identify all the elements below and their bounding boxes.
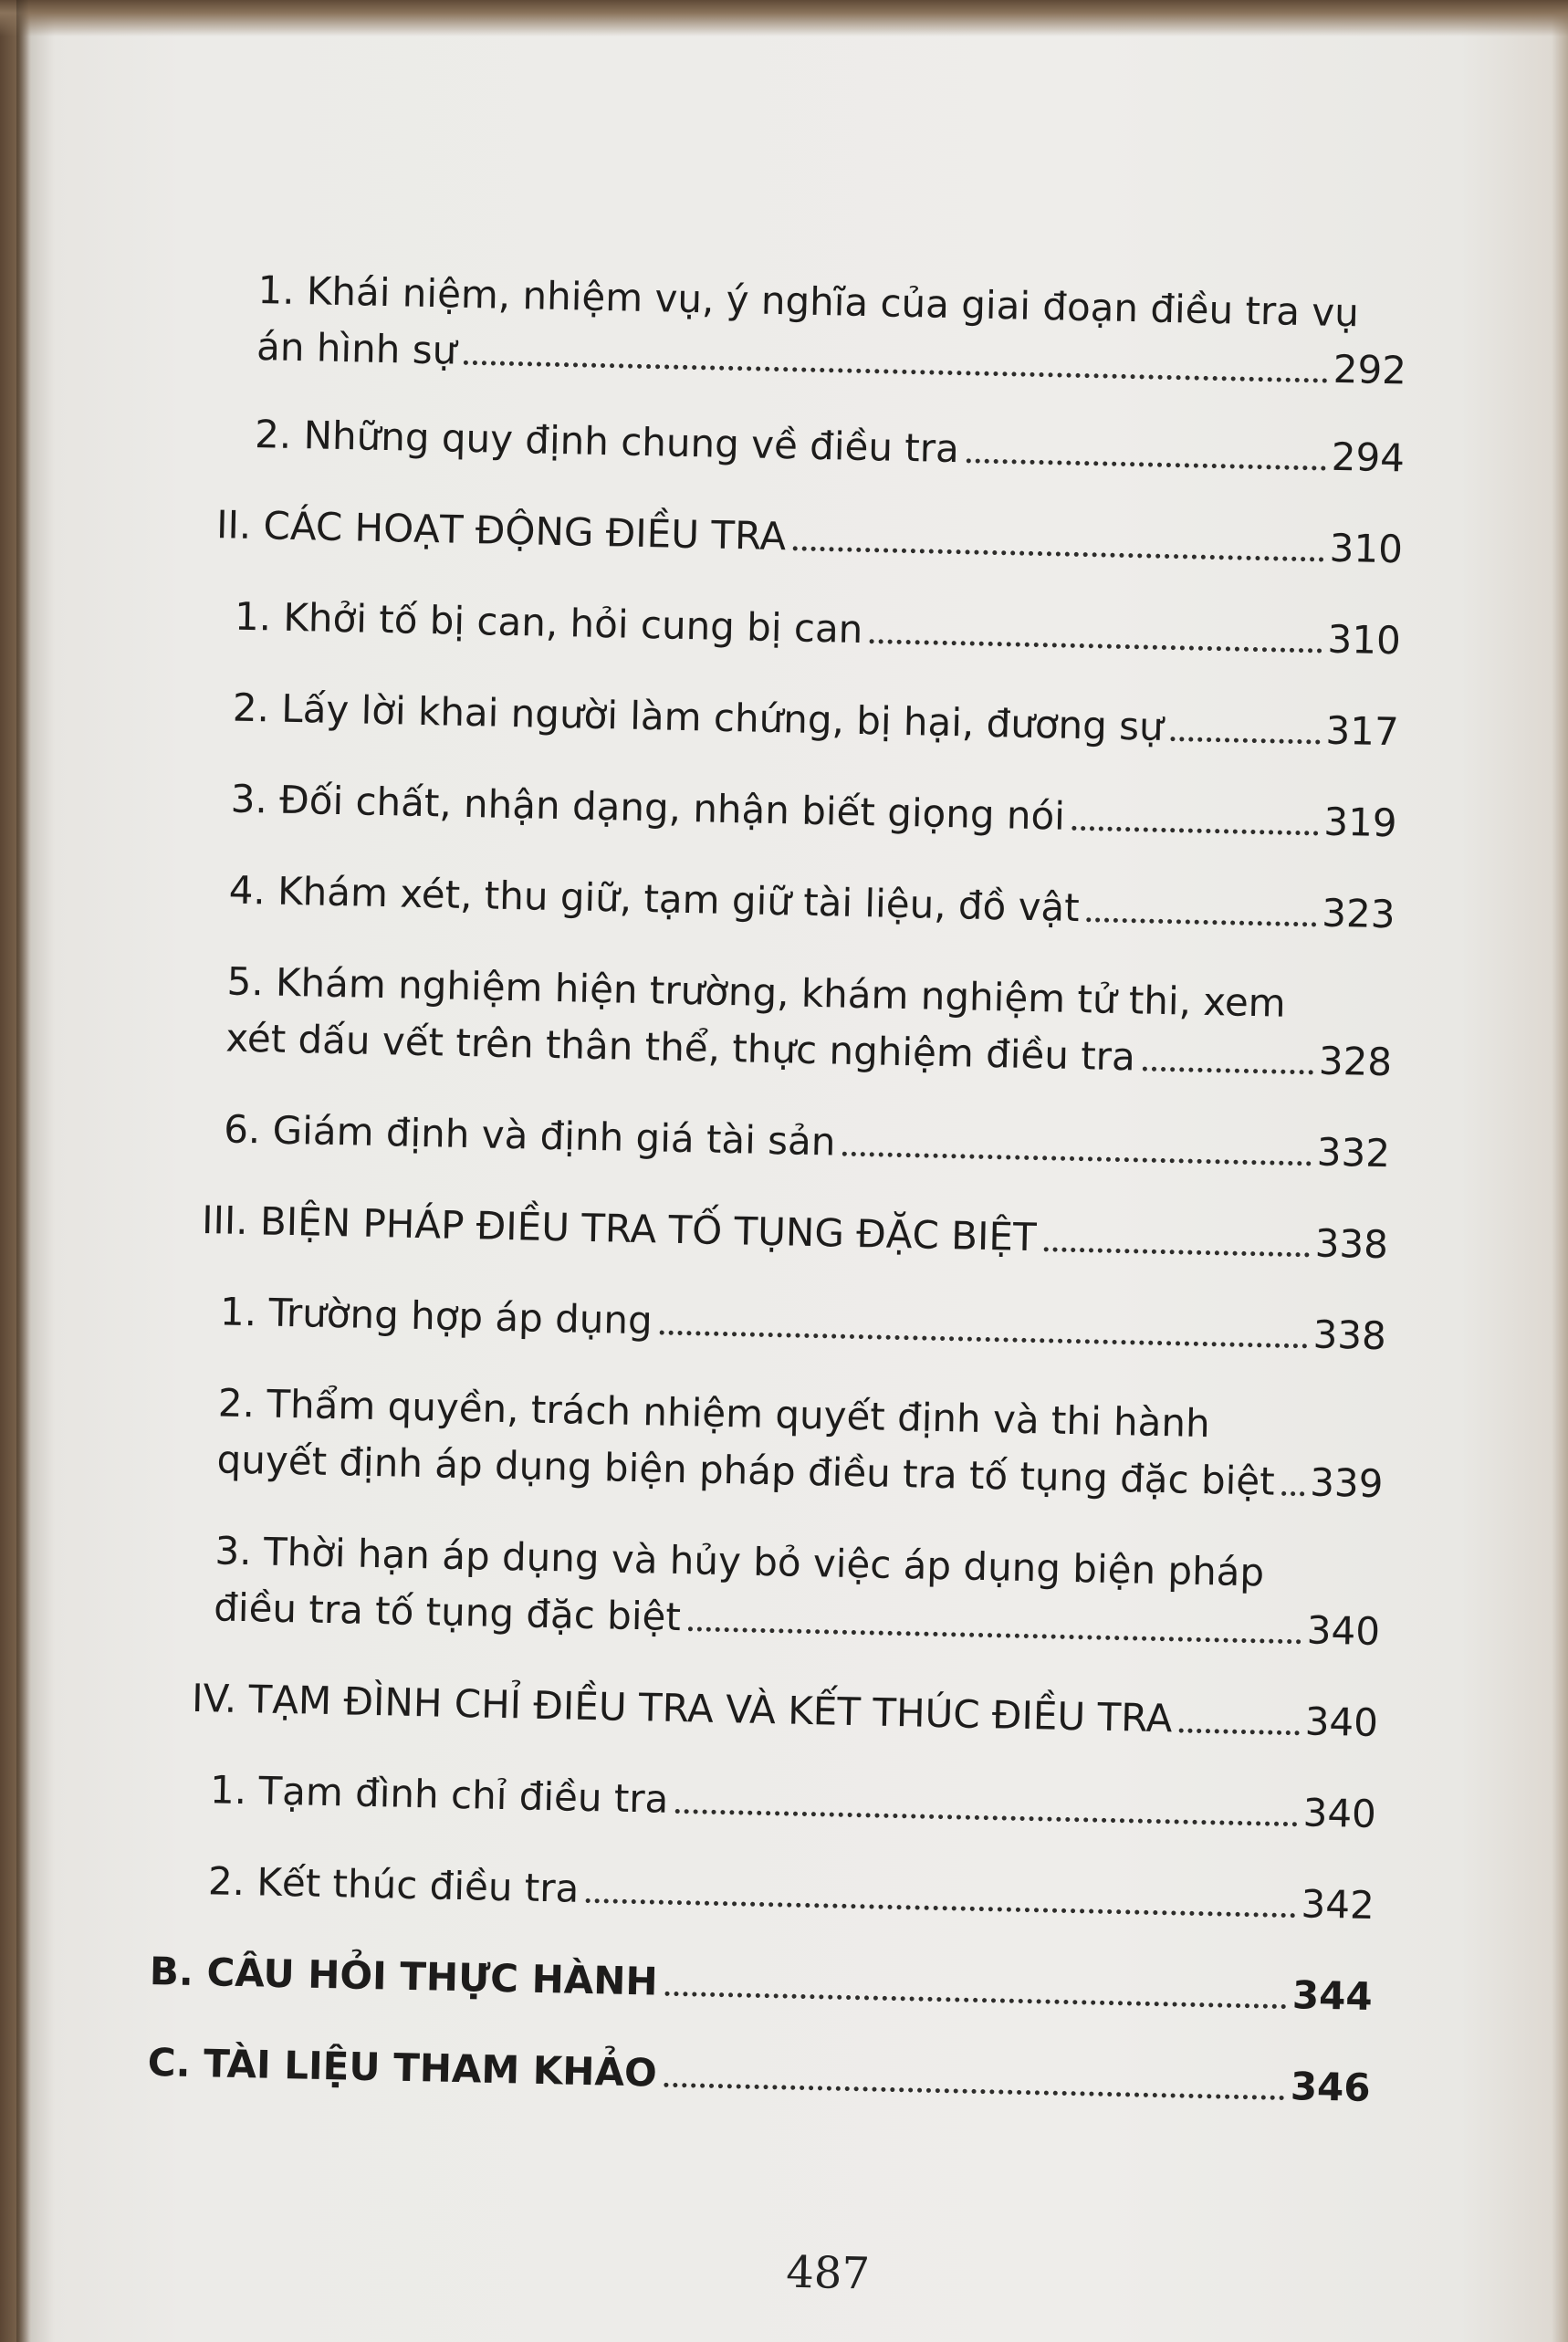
toc-entry-title: 6. Giám định và định giá tài sản — [223, 1106, 836, 1165]
toc-entry — [232, 680, 1399, 761]
toc-entry — [207, 1853, 1375, 1934]
toc-entry-line — [202, 1192, 1389, 1273]
dot-leader — [842, 1152, 1312, 1166]
toc-entry-line — [147, 2034, 1371, 2117]
toc-page-number: 294 — [1331, 434, 1406, 481]
toc-entry-line — [215, 497, 1403, 578]
toc-entry-line — [232, 680, 1399, 761]
toc-page-number: 339 — [1309, 1459, 1384, 1507]
toc-entry-title: điều tra tố tụng đặc biệt — [213, 1584, 682, 1640]
table-of-contents — [147, 260, 1481, 2110]
toc-entry — [234, 589, 1401, 670]
toc-entry-line — [255, 406, 1406, 486]
toc-entry-title: IV. TẠM ĐÌNH CHỈ ĐIỀU TRA VÀ KẾT THÚC ĐIỀU TRA — [191, 1675, 1173, 1741]
dot-leader — [793, 546, 1324, 561]
toc-entry-line — [234, 589, 1401, 670]
page-number: 487 — [785, 2246, 871, 2300]
toc-entry — [192, 1670, 1379, 1751]
dot-leader — [1170, 737, 1320, 744]
toc-page-number: 292 — [1333, 346, 1407, 393]
toc-entry-title: C. TÀI LIỆU THAM KHẢO — [147, 2039, 658, 2096]
toc-entry — [215, 497, 1403, 578]
dot-leader — [664, 1992, 1287, 2009]
toc-entry — [225, 954, 1394, 1092]
toc-entry-title: 2. Kết thúc điều tra — [207, 1858, 580, 1911]
toc-entry-line — [149, 1943, 1373, 2025]
toc-page-number: 338 — [1314, 1220, 1389, 1268]
toc-entry-title: 2. Lấy lời khai người làm chứng, bị hại, đương sự — [232, 685, 1165, 749]
dot-leader — [1142, 1067, 1312, 1075]
toc-entry — [255, 406, 1406, 486]
dot-leader — [1281, 1491, 1304, 1497]
toc-page-number: 340 — [1302, 1790, 1377, 1837]
toc-entry-title: 5. Khám nghiệm hiện trường, khám nghiệm tử thi, xem — [226, 958, 1287, 1026]
toc-page-number: 332 — [1316, 1129, 1391, 1176]
toc-page-number: 338 — [1312, 1312, 1387, 1359]
toc-entry-line — [224, 1101, 1391, 1182]
toc-entry — [147, 2034, 1371, 2117]
dot-leader — [1043, 1247, 1309, 1257]
toc-entry — [230, 771, 1397, 852]
toc-entry-title: 1. Trường hợp áp dụng — [219, 1289, 653, 1344]
toc-page-number: 319 — [1322, 799, 1398, 846]
toc-entry-title: 1. Khái niệm, nhiệm vụ, ý nghĩa của giai đoạn điều tra vụ — [257, 267, 1360, 336]
toc-entry-title: B. CÂU HỎI THỰC HÀNH — [149, 1948, 659, 2004]
toc-entry — [149, 1943, 1373, 2025]
toc-page-number: 346 — [1290, 2064, 1372, 2110]
toc-entry — [202, 1192, 1389, 1273]
toc-page-number: 310 — [1329, 525, 1404, 572]
toc-entry-title: 4. Khám xét, thu giữ, tạm giữ tài liệu, đồ vật — [228, 867, 1081, 931]
toc-page-number: 344 — [1291, 1972, 1374, 2020]
toc-page — [143, 260, 1481, 2300]
toc-entry-title: III. BIỆN PHÁP ĐIỀU TRA TỐ TỤNG ĐẶC BIỆT — [201, 1197, 1038, 1260]
toc-entry-title: quyết định áp dụng biện pháp điều tra tố tụng đặc biệt — [216, 1437, 1276, 1504]
toc-entry-line — [230, 771, 1397, 852]
dot-leader — [966, 458, 1325, 470]
toc-entry-line — [192, 1670, 1379, 1751]
dot-leader — [1086, 917, 1316, 926]
toc-entry-line — [207, 1853, 1375, 1934]
toc-entry-title: 2. Thẩm quyền, trách nhiệm quyết định và thi hành — [217, 1380, 1211, 1447]
toc-entry-title: II. CÁC HOẠT ĐỘNG ĐIỀU TRA — [215, 502, 787, 559]
toc-entry-title: xét dấu vết trên thân thể, thực nghiệm điều tra — [225, 1015, 1136, 1080]
toc-entry-title: 1. Khởi tố bị can, hỏi cung bị can — [234, 593, 863, 652]
toc-page-number: 310 — [1327, 616, 1402, 664]
toc-page-number: 328 — [1318, 1038, 1393, 1085]
toc-page-number: 323 — [1321, 890, 1396, 937]
dot-leader — [464, 361, 1328, 383]
dot-leader — [870, 639, 1322, 653]
toc-entry — [219, 1283, 1386, 1364]
toc-entry-line — [228, 863, 1396, 944]
toc-entry — [224, 1101, 1391, 1182]
toc-entry-title: 3. Thời hạn áp dụng và hủy bỏ việc áp dụng biện pháp — [214, 1528, 1265, 1595]
toc-entry-line — [219, 1283, 1386, 1364]
toc-page-number: 340 — [1304, 1699, 1379, 1746]
toc-entry — [209, 1762, 1376, 1843]
dot-leader — [586, 1898, 1295, 1918]
gutter-shadow — [16, 0, 29, 2342]
toc-entry — [256, 262, 1408, 399]
dot-leader — [688, 1626, 1301, 1644]
toc-entry — [216, 1375, 1385, 1512]
toc-entry-line — [209, 1762, 1376, 1843]
toc-entry-title: 3. Đối chất, nhận dạng, nhận biết giọng nói — [230, 776, 1066, 839]
toc-entry-title: án hình sự — [256, 324, 457, 373]
toc-page-number: 340 — [1306, 1607, 1381, 1655]
dot-leader — [664, 2083, 1284, 2100]
toc-page-number: 317 — [1325, 707, 1400, 755]
toc-entry — [228, 863, 1396, 944]
toc-entry-title: 1. Tạm đình chỉ điều tra — [209, 1767, 669, 1822]
toc-page-number: 342 — [1301, 1881, 1375, 1929]
toc-entry-title: 2. Những quy định chung về điều tra — [254, 412, 960, 472]
dot-leader — [675, 1809, 1297, 1826]
dot-leader — [659, 1331, 1307, 1349]
dot-leader — [1072, 826, 1319, 836]
toc-entry — [214, 1522, 1382, 1660]
dot-leader — [1179, 1729, 1300, 1736]
